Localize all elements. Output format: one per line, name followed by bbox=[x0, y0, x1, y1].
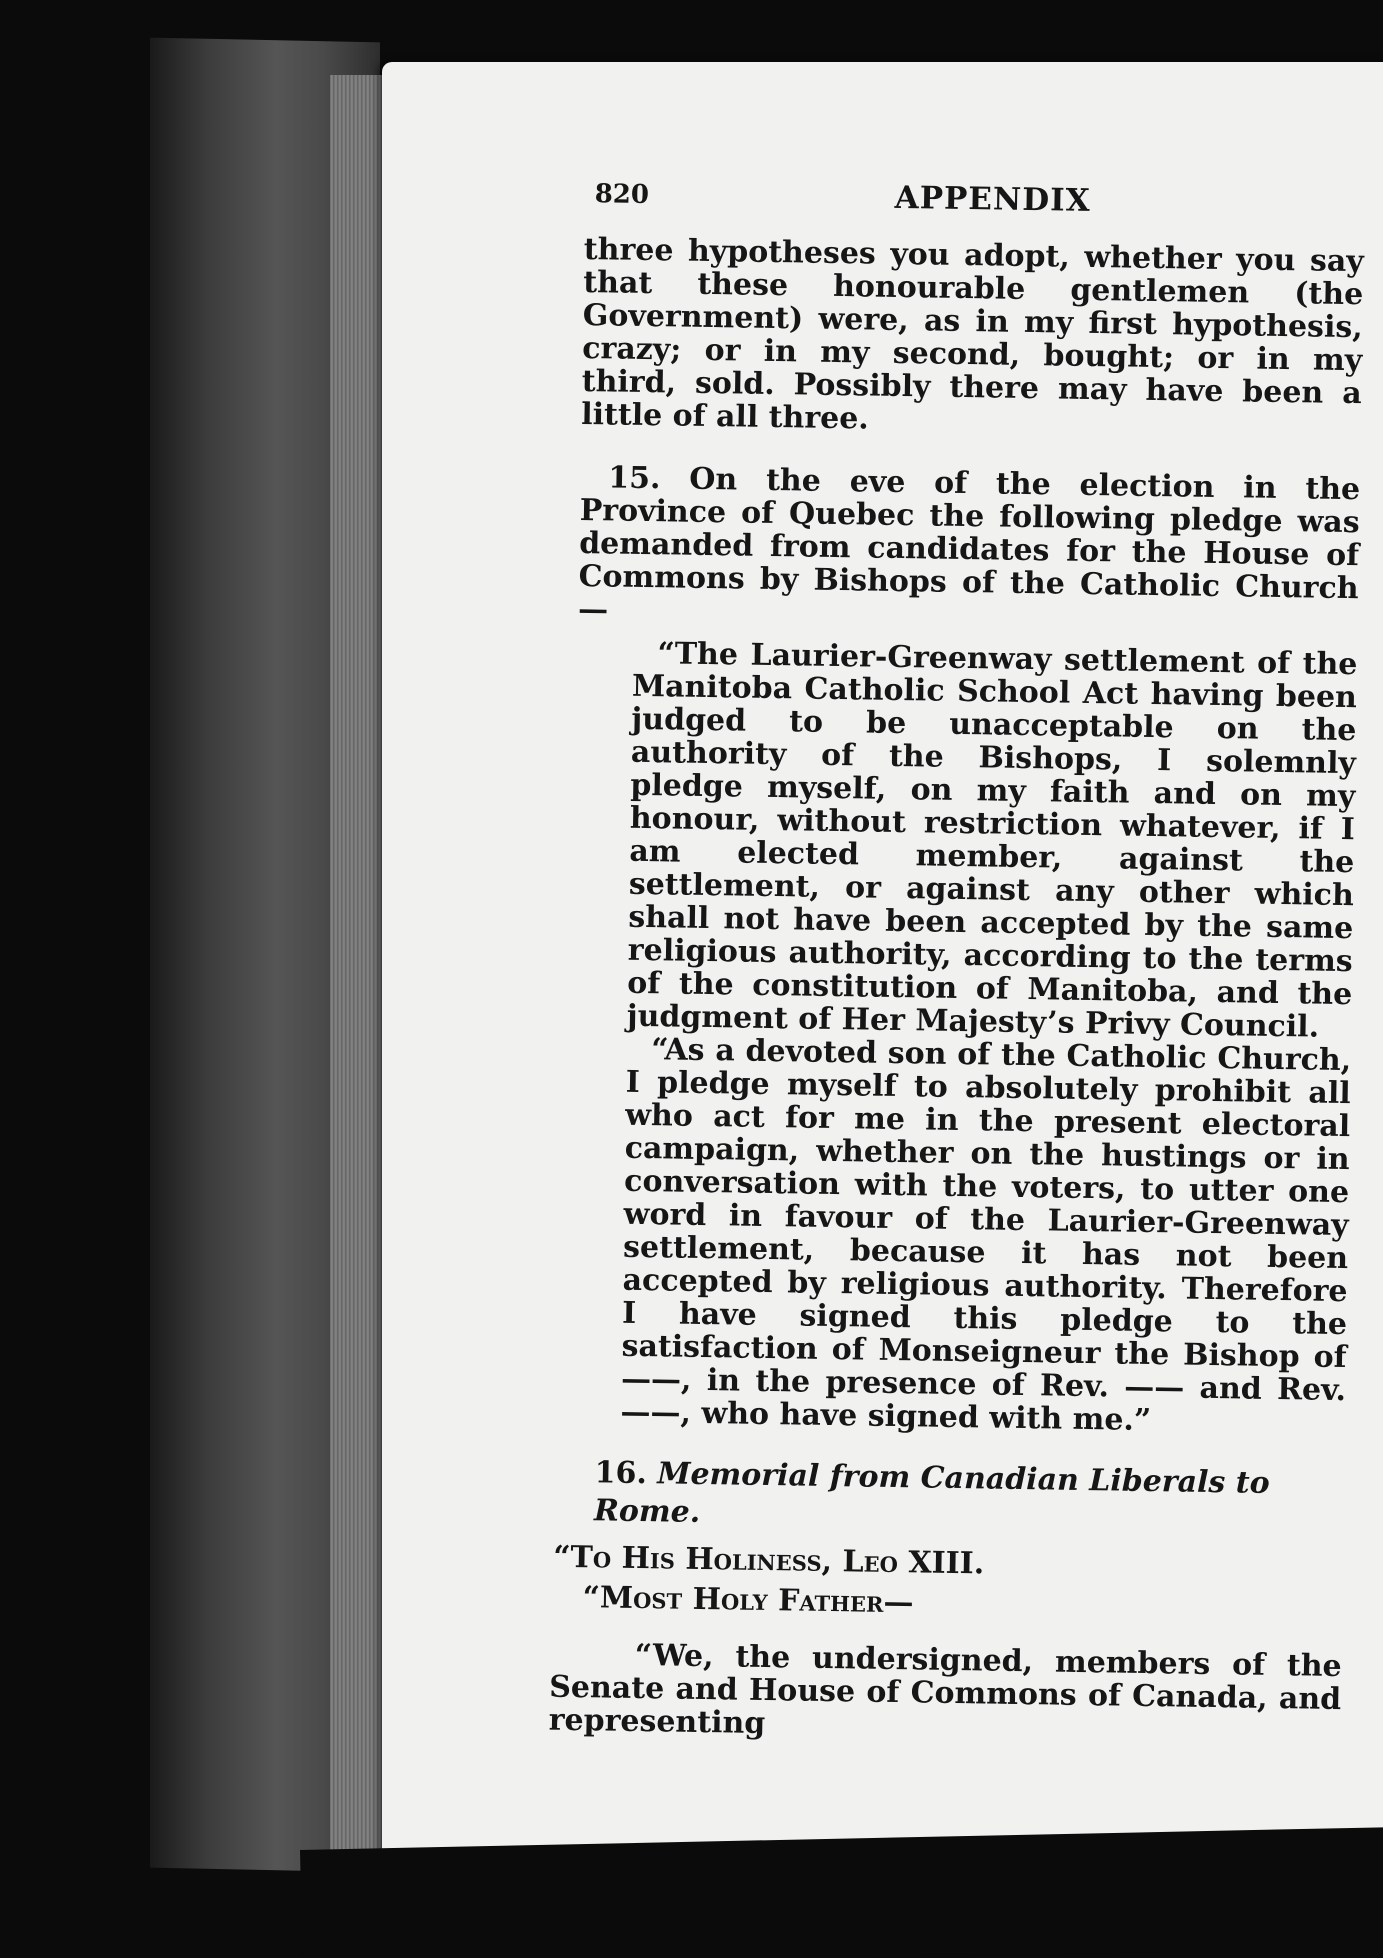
text-block bbox=[548, 175, 1365, 1749]
page-number: 820 bbox=[594, 179, 650, 211]
paragraph-continuation: three hypotheses you adopt, whether you say that these honourable gentlemen (the Government) were, as in my first hypothesis, crazy; or in my second, bought; or in my third, sold. Possibly there may have been a little of all three. bbox=[580, 231, 1365, 437]
page-stack-edges bbox=[330, 75, 390, 1865]
item-16-number: 16. bbox=[594, 1455, 648, 1492]
paragraph-15: 15. On the eve of the election in the Province of Quebec the following pledge was demanded from candidates for the House of Commons by Bishops of the Catholic Church— bbox=[577, 460, 1361, 628]
salutation-holiness: “To His Holiness, Leo XIII. bbox=[553, 1539, 985, 1582]
salutation-father: “Most Holy Father— bbox=[582, 1580, 914, 1621]
bottom-shadow bbox=[300, 1827, 1383, 1958]
running-title: APPENDIX bbox=[894, 179, 1092, 219]
item-16-title: Memorial from Canadian Liberals to Rome. bbox=[593, 1456, 1270, 1530]
pledge-quote-1: “The Laurier-Greenway settlement of the Manitoba Catholic School Act having been judged to be unacceptable on the authority of the Bishops, I solemnly pledge myself, on my faith and on my honour, without restriction whatever, if I am elected member, against the settlement, or against any other which shall not have been accepted by the same religious authority, according to the terms of the constitution of Manitoba, and the judgment of Her Majesty’s Privy Council. bbox=[626, 636, 1358, 1045]
pledge-quote-2: “As a devoted son of the Catholic Church, I pledge myself to absolutely prohibit all who act for me in the present electoral campaign, whether on the hustings or in conversation with the voters, to utter one word in favour of the Laurier-Greenway settlement, because it has not been accepted by religious authority. Therefore I have signed this pledge to the satisfaction of Monseigneur the Bishop of ——, in the presence of Rev. —— and Rev. ——, who have signed with me.” bbox=[620, 1032, 1352, 1439]
memorial-opening bbox=[548, 1638, 1341, 1749]
memorial-opening-text: “We, the undersigned, members of the Senate and House of Commons of Canada, and representing bbox=[548, 1637, 1342, 1742]
item-16-heading bbox=[594, 1454, 1345, 1542]
